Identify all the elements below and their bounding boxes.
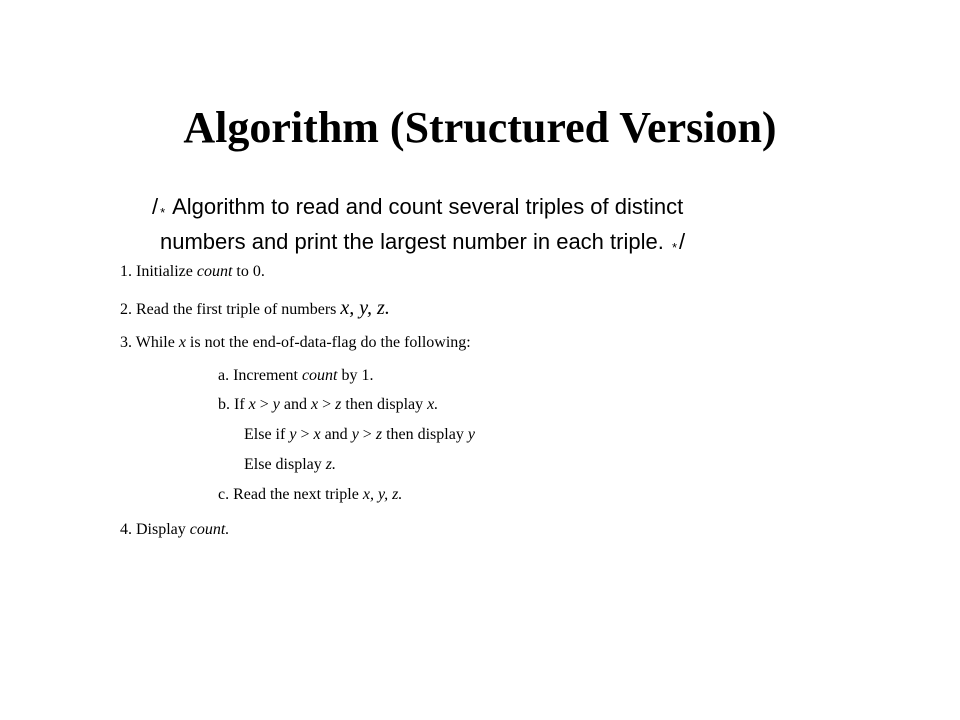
elseif-gt2: > bbox=[358, 426, 376, 443]
step-1-text-end: to 0. bbox=[232, 263, 265, 280]
step-4-var: count. bbox=[189, 521, 230, 538]
step-3b-gt2: > bbox=[318, 396, 336, 413]
step-1-var: count bbox=[196, 263, 233, 280]
step-3b-then: then display bbox=[341, 396, 428, 413]
elseif-z: z bbox=[375, 426, 383, 443]
step-3a bbox=[218, 366, 374, 386]
step-3b bbox=[218, 395, 438, 415]
comment-line-2 bbox=[152, 227, 872, 262]
comment-close: / bbox=[679, 229, 686, 254]
algorithm-comment bbox=[152, 192, 872, 262]
step-3-var: x bbox=[178, 334, 186, 351]
step-3b-elseif bbox=[244, 425, 475, 445]
else-z: z. bbox=[325, 456, 336, 473]
step-2 bbox=[120, 298, 390, 320]
comment-star-close: * bbox=[671, 240, 678, 255]
step-3a-text: a. Increment bbox=[218, 367, 302, 384]
step-3a-text-end: by 1. bbox=[337, 367, 374, 384]
step-3c-text: c. Read the next triple bbox=[218, 486, 363, 503]
step-3-text: 3. While bbox=[120, 334, 179, 351]
step-1 bbox=[120, 262, 265, 282]
step-3 bbox=[120, 333, 471, 353]
step-3b-y: y bbox=[272, 396, 280, 413]
step-3b-x3: x. bbox=[427, 396, 439, 413]
slide-title: Algorithm (Structured Version) bbox=[183, 103, 777, 152]
step-4-text: 4. Display bbox=[120, 521, 190, 538]
comment-open: / bbox=[152, 194, 159, 219]
step-3c bbox=[218, 485, 402, 505]
step-3a-var: count bbox=[301, 367, 338, 384]
else-text: Else display bbox=[244, 456, 326, 473]
step-3b-x2: x bbox=[311, 396, 319, 413]
step-4 bbox=[120, 520, 229, 540]
comment-text-1: Algorithm to read and count several triples of distinct bbox=[172, 194, 684, 219]
step-2-text: 2. Read the first triple of numbers bbox=[120, 301, 341, 318]
step-1-text: 1. Initialize bbox=[120, 263, 197, 280]
step-3b-x1: x bbox=[248, 396, 256, 413]
step-3c-vars: x, y, z. bbox=[362, 486, 403, 503]
comment-star-open: * bbox=[160, 205, 166, 220]
elseif-then: then display bbox=[382, 426, 468, 443]
step-3-text-end: is not the end-of-data-flag do the following: bbox=[185, 334, 471, 351]
elseif-x: x bbox=[313, 426, 321, 443]
elseif-y3: y bbox=[467, 426, 475, 443]
elseif-y2: y bbox=[351, 426, 359, 443]
step-3b-and: and bbox=[279, 396, 312, 413]
step-2-vars: x, y, z. bbox=[340, 297, 390, 319]
elseif-text: Else if bbox=[244, 426, 290, 443]
step-3b-z: z bbox=[335, 396, 342, 413]
elseif-y1: y bbox=[289, 426, 297, 443]
elseif-gt1: > bbox=[296, 426, 314, 443]
step-3b-gt1: > bbox=[255, 396, 273, 413]
elseif-and: and bbox=[320, 426, 352, 443]
step-3b-text: b. If bbox=[218, 396, 249, 413]
step-3b-else bbox=[244, 455, 336, 475]
comment-line-1 bbox=[152, 192, 872, 227]
comment-text-2: numbers and print the largest number in each triple. bbox=[160, 229, 664, 254]
